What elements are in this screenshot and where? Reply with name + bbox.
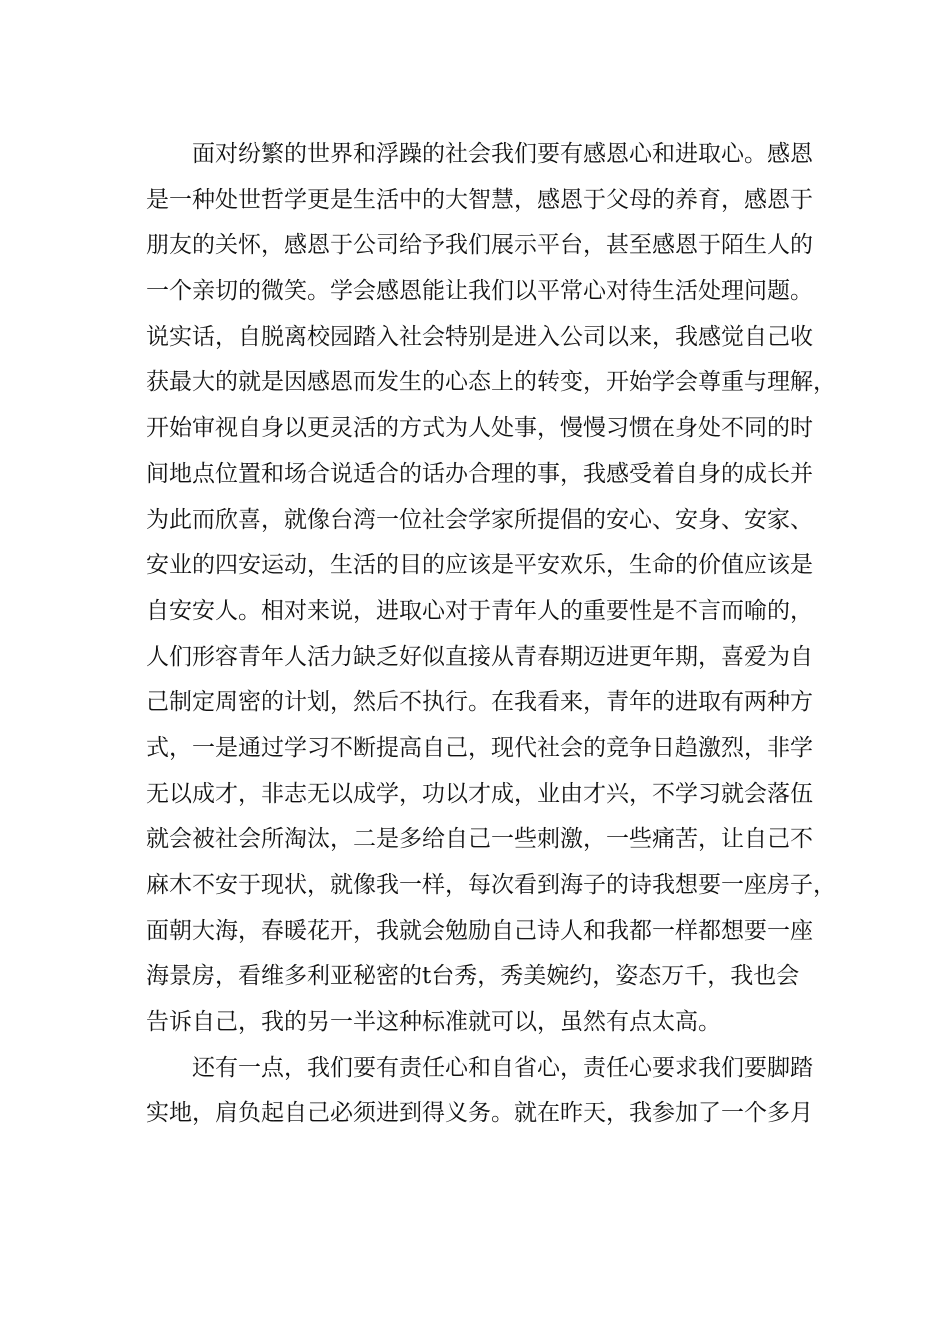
- paragraph-line: 开始审视自身以更灵活的方式为人处事，慢慢习惯在身处不同的时: [146, 415, 813, 442]
- paragraph-line: 麻木不安于现状，就像我一样，每次看到海子的诗我想要一座房子，: [146, 872, 836, 898]
- paragraph-line: 实地，肩负起自己必须进到得义务。就在昨天，我参加了一个多月: [146, 1100, 813, 1127]
- paragraph-1: [146, 132, 836, 1046]
- document-body: [146, 132, 836, 1137]
- paragraph-line: 自安安人。相对来说，进取心对于青年人的重要性是不言而喻的，: [146, 597, 813, 624]
- paragraph-line: 式，一是通过学习不断提高自己，现代社会的竞争日趋激烈，非学: [146, 734, 813, 761]
- paragraph-line: 朋友的关怀，感恩于公司给予我们展示平台，甚至感恩于陌生人的: [146, 232, 813, 259]
- paragraph-line: 间地点位置和场合说适合的话办合理的事，我感受着自身的成长并: [146, 460, 813, 487]
- paragraph-line: 无以成才，非志无以成学，功以才成，业由才兴，不学习就会落伍: [146, 780, 813, 807]
- paragraph-line: 一个亲切的微笑。学会感恩能让我们以平常心对待生活处理问题。: [146, 278, 813, 305]
- paragraph-line: 人们形容青年人活力缺乏好似直接从青春期迈进更年期，喜爱为自: [146, 643, 813, 670]
- paragraph-line: 是一种处世哲学更是生活中的大智慧，感恩于父母的养育，感恩于: [146, 186, 813, 213]
- paragraph-2: [146, 1046, 826, 1137]
- paragraph-line: 面对纷繁的世界和浮躁的社会我们要有感恩心和进取心。感恩: [192, 141, 813, 167]
- paragraph-line: 己制定周密的计划，然后不执行。在我看来，青年的进取有两种方: [146, 689, 813, 716]
- paragraph-line: 安业的四安运动，生活的目的应该是平安欢乐，生命的价值应该是: [146, 552, 813, 579]
- paragraph-line: 告诉自己，我的另一半这种标准就可以，虽然有点太高。: [146, 1009, 721, 1036]
- paragraph-line: 还有一点，我们要有责任心和自省心，责任心要求我们要脚踏: [192, 1054, 813, 1081]
- paragraph-line: 面朝大海，春暖花开，我就会勉励自己诗人和我都一样都想要一座: [146, 917, 813, 944]
- paragraph-line: 说实话，自脱离校园踏入社会特别是进入公司以来，我感觉自己收: [146, 323, 813, 350]
- paragraph-line: 获最大的就是因感恩而发生的心态上的转变，开始学会尊重与理解，: [146, 369, 836, 396]
- paragraph-line: 海景房，看维多利亚秘密的t台秀，秀美婉约，姿态万千，我也会: [146, 963, 800, 990]
- paragraph-line: 为此而欣喜，就像台湾一位社会学家所提倡的安心、安身、安家、: [146, 506, 813, 533]
- paragraph-line: 就会被社会所淘汰，二是多给自己一些刺激，一些痛苦，让自己不: [146, 826, 813, 853]
